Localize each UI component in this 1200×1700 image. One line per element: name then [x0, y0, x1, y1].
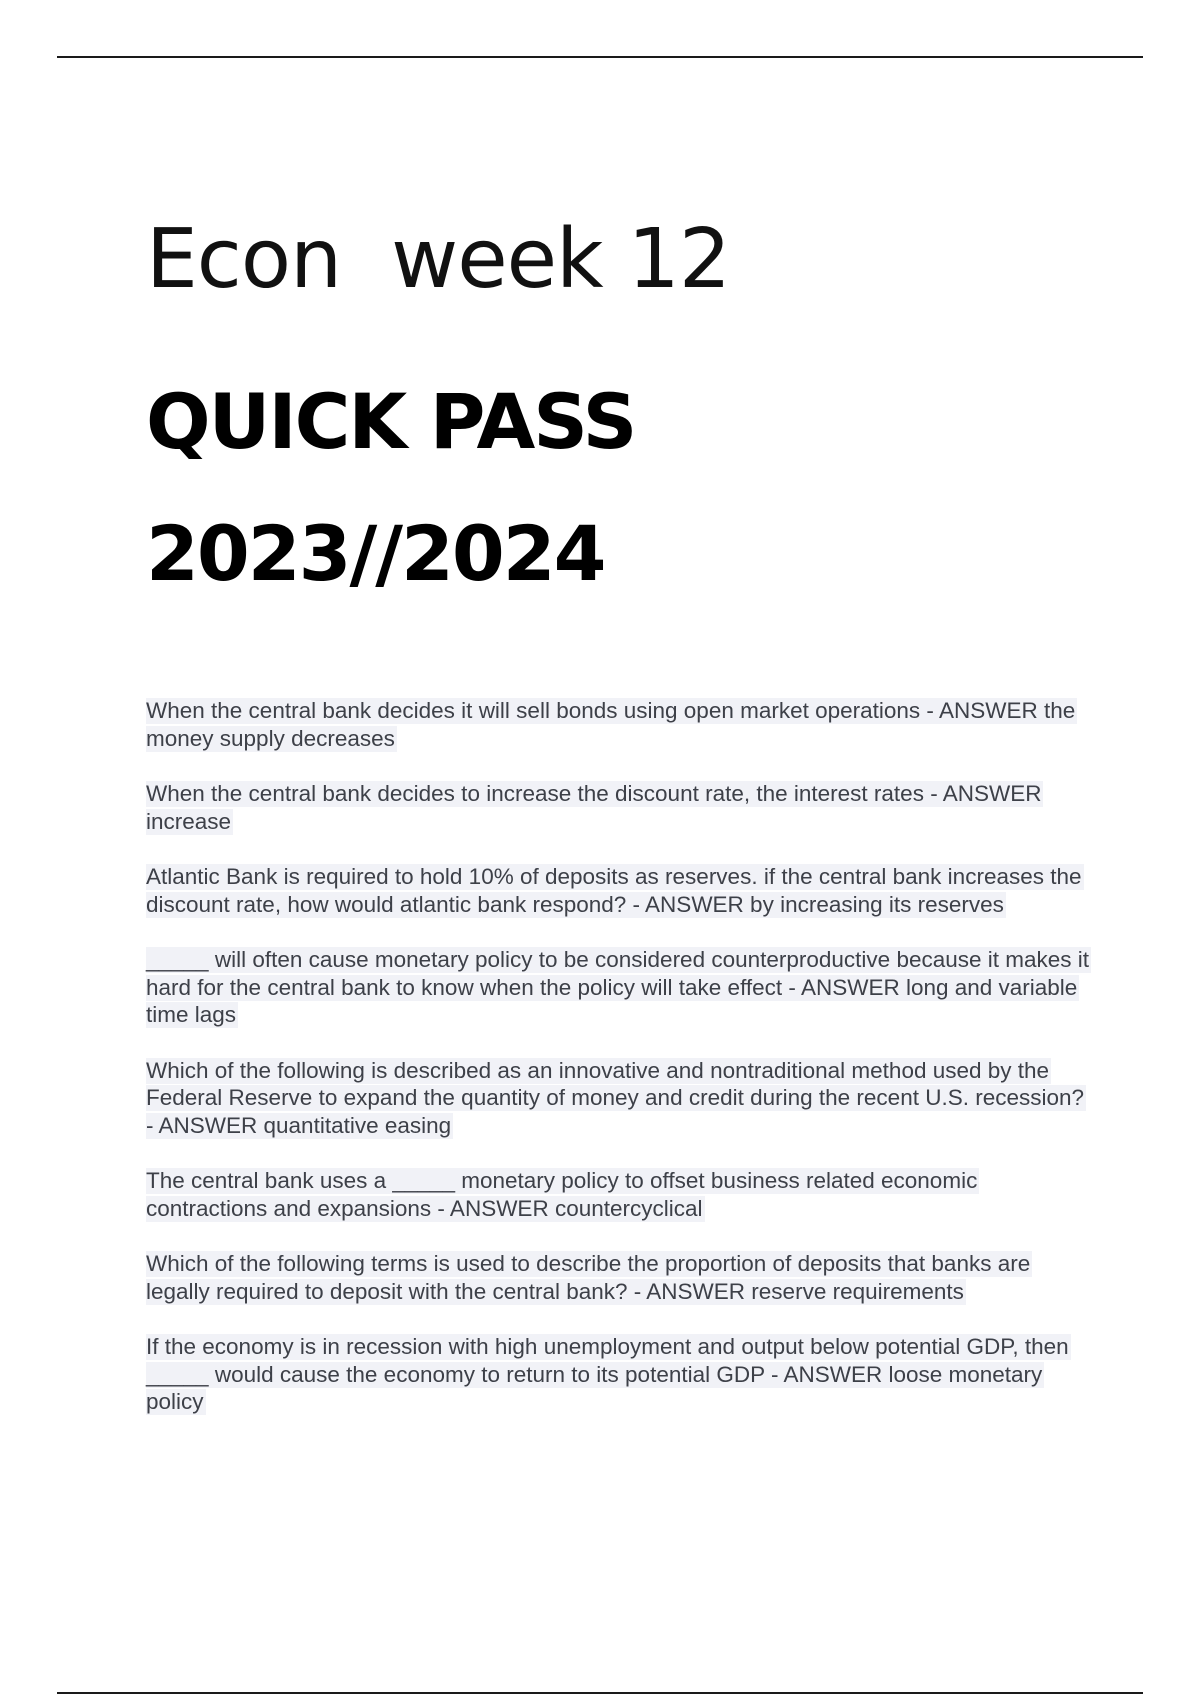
top-rule: [57, 56, 1143, 58]
title-block: [146, 200, 1046, 620]
qa-text: If the economy is in recession with high unemployment and output below potential GDP, then _____ would cause the economy to return to its potential GDP - ANSWER loose monetary policy: [146, 1334, 1069, 1414]
qa-item: [146, 697, 1096, 752]
qa-item: [146, 1250, 1096, 1305]
qa-text: Which of the following terms is used to describe the proportion of deposits that banks are legally required to deposit with the central bank? - ANSWER reserve requirements: [146, 1251, 1031, 1304]
qa-item: [146, 1167, 1096, 1222]
qa-list: [146, 697, 1096, 1444]
qa-text: _____ will often cause monetary policy to be considered counterproductive because it makes it hard for the central bank to know when the policy will take effect - ANSWER long and variable time lags: [146, 947, 1090, 1027]
qa-item: [146, 863, 1096, 918]
qa-item: [146, 1057, 1096, 1140]
qa-text: When the central bank decides to increase the discount rate, the interest rates - ANSWER increase: [146, 781, 1042, 834]
qa-item: [146, 946, 1096, 1029]
document-subtitle: QUICK PASS: [146, 377, 636, 466]
document-year: 2023//2024: [146, 509, 605, 598]
qa-text: Which of the following is described as an innovative and nontraditional method used by the Federal Reserve to expand the quantity of money and credit during the recent U.S. recession? - ANSWER quantitative easing: [146, 1057, 1085, 1138]
document-title: Econ week 12: [146, 212, 731, 307]
qa-text: When the central bank decides it will sell bonds using open market operations - ANSWER the money supply decreases: [146, 698, 1076, 751]
bottom-rule: [57, 1692, 1143, 1694]
qa-text: Atlantic Bank is required to hold 10% of deposits as reserves. if the central bank increases the discount rate, how would atlantic bank respond? - ANSWER by increasing its reserves: [146, 864, 1082, 917]
qa-item: [146, 780, 1096, 835]
qa-item: [146, 1333, 1096, 1416]
qa-text: The central bank uses a _____ monetary policy to offset business related economic contractions and expansions - ANSWER countercyclical: [146, 1168, 978, 1221]
